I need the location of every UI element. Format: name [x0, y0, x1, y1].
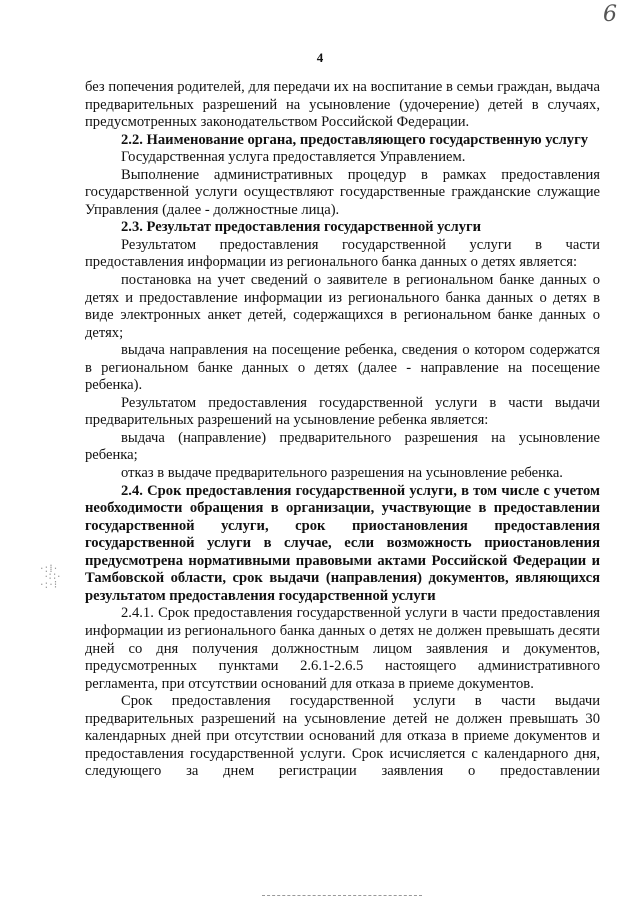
paragraph-visit-referral: выдача направления на посещение ребенка, сведения о котором содержатся в региональном банке данных о детях (далее - направление на посещение ребенка).: [85, 342, 600, 394]
footer-rule: [262, 895, 422, 896]
paragraph-permit-deadline: Срок предоставления государственной услуги в части выдачи предварительных разрешений на усыновление детей не должен превышать 30 календарных дней при отсутствии оснований для отказа в приеме документов и предоставления государственной услуги. Срок исчисляется с календарного дня, следующего за днем регистрации заявления о предоставлении: [85, 693, 600, 780]
page-number: 4: [316, 50, 324, 65]
section-heading-2-3: 2.3. Результат предоставления государственной услуги: [121, 219, 482, 236]
section-heading-2-2: 2.2. Наименование органа, предоставляющего государственную услугу: [121, 131, 589, 148]
document-body: [85, 79, 600, 781]
paragraph-result-info: Результатом предоставления государственной услуги в части предоставления информации из регионального банка данных о детях является:: [85, 236, 600, 271]
paragraph-permit-refusal: отказ в выдаче предварительного разрешения на усыновление ребенка.: [121, 465, 563, 482]
scan-artifact: ·:⁞· ·∷· ·:·⁝: [40, 562, 62, 591]
handwritten-page-number: 6: [603, 2, 617, 27]
section-heading-2-4: 2.4. Срок предоставления государственной услуги, в том числе с учетом необходимости обращения в организации, участвующие в предоставлении государственной услуги, срок приостановления предоставления государственной услуги в случае, если возможность приостановления предусмотрена нормативными правовыми актами Российской Федерации и Тамбовской области, срок выдачи (направления) документов, являющихся результатом предоставления государственной услуги: [85, 482, 600, 604]
paragraph-registration: постановка на учет сведений о заявителе в региональном банке данных о детях и предоставление информации из регионального банка данных о детях в виде электронных анкет детей, содержащихся в региональном банке данных о детях;: [85, 272, 600, 341]
paragraph-result-permits: Результатом предоставления государственной услуги в части выдачи предварительных разрешений на усыновление ребенка является:: [85, 394, 600, 429]
paragraph-permit-issue: выдача (направление) предварительного разрешения на усыновление ребенка;: [85, 429, 600, 464]
paragraph-service-provider: Государственная услуга предоставляется Управлением.: [121, 149, 466, 166]
paragraph-intro-continuation: без попечения родителей, для передачи их на воспитание в семьи граждан, выдача предварительных разрешений на усыновление (удочерение) детей в случаях, предусмотренных законодательством Российской Федерации.: [85, 79, 600, 131]
paragraph-2-4-1: 2.4.1. Срок предоставления государственной услуги в части предоставления информации из регионального банка данных о детях не должен превышать десяти дней со дня получения должностным лицом заявления и документов, предусмотренных пунктами 2.6.1-2.6.5 настоящего административного регламента, при отсутствии оснований для отказа в приеме документов.: [85, 605, 600, 692]
paragraph-procedures: Выполнение административных процедур в рамках предоставления государственной услуги осуществляют государственные гражданские служащие Управления (далее - должностные лица).: [85, 166, 600, 218]
